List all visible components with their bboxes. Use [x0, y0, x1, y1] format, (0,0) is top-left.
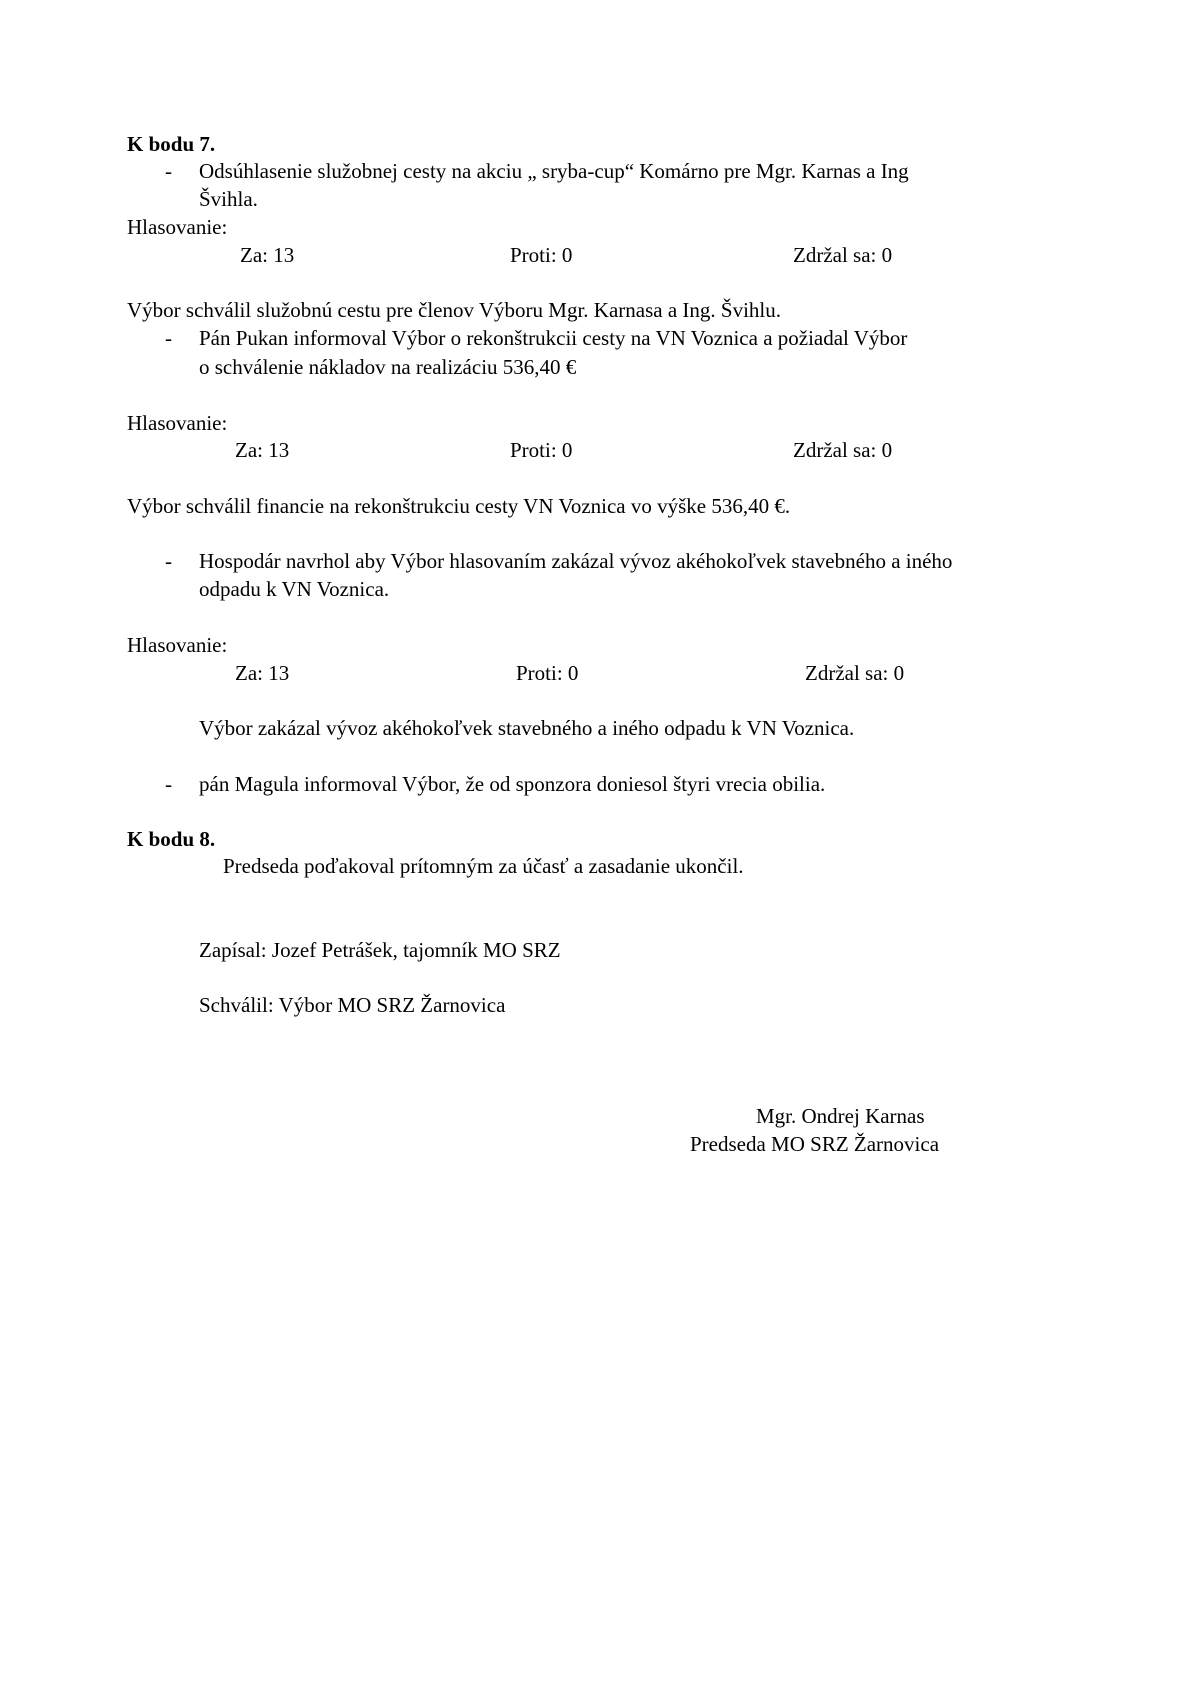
vote-1-zdrzal: Zdržal sa: 0 — [793, 243, 893, 267]
section-8-text: Predseda poďakoval prítomným za účasť a zasadanie ukončil. — [223, 854, 744, 878]
recorded-by: Zapísal: Jozef Petrášek, tajomník MO SRZ — [199, 938, 561, 962]
approved-by: Schválil: Výbor MO SRZ Žarnovica — [199, 993, 506, 1017]
result-3: Výbor zakázal vývoz akéhokoľvek stavebného a iného odpadu k VN Voznica. — [199, 716, 855, 740]
result-1: Výbor schválil služobnú cestu pre členov Výboru Mgr. Karnasa a Ing. Švihlu. — [127, 298, 781, 322]
vote-3-label: Hlasovanie: — [127, 633, 228, 657]
result-2: Výbor schválil financie na rekonštrukciu cesty VN Voznica vo výške 536,40 €. — [127, 494, 791, 518]
bullet-dash: - — [165, 772, 172, 796]
signature-title: Predseda MO SRZ Žarnovica — [690, 1132, 940, 1156]
signature-name: Mgr. Ondrej Karnas — [756, 1104, 925, 1128]
vote-1-label: Hlasovanie: — [127, 215, 228, 239]
vote-3-zdrzal: Zdržal sa: 0 — [805, 661, 905, 685]
bullet-dash: - — [165, 326, 172, 350]
vote-2-za: Za: 13 — [235, 438, 290, 462]
item-1-line-2: Švihla. — [199, 187, 258, 211]
bullet-dash: - — [165, 159, 172, 183]
item-3-line-1: Hospodár navrhol aby Výbor hlasovaním zakázal vývoz akéhokoľvek stavebného a iného — [199, 549, 953, 573]
vote-1-proti: Proti: 0 — [510, 243, 573, 267]
item-2-line-2: o schválenie nákladov na realizáciu 536,40 € — [199, 355, 577, 379]
section-8-heading: K bodu 8. — [127, 827, 216, 851]
item-1-line-1: Odsúhlasenie služobnej cesty na akciu „ sryba-cup“ Komárno pre Mgr. Karnas a Ing — [199, 159, 909, 183]
item-3-line-2: odpadu k VN Voznica. — [199, 577, 390, 601]
vote-2-proti: Proti: 0 — [510, 438, 573, 462]
vote-1-za: Za: 13 — [240, 243, 295, 267]
vote-2-label: Hlasovanie: — [127, 411, 228, 435]
vote-3-za: Za: 13 — [235, 661, 290, 685]
item-2-line-1: Pán Pukan informoval Výbor o rekonštrukcii cesty na VN Voznica a požiadal Výbor — [199, 326, 908, 350]
bullet-dash: - — [165, 549, 172, 573]
item-4-line-1: pán Magula informoval Výbor, že od sponzora doniesol štyri vrecia obilia. — [199, 772, 826, 796]
vote-2-zdrzal: Zdržal sa: 0 — [793, 438, 893, 462]
vote-3-proti: Proti: 0 — [516, 661, 579, 685]
section-7-heading: K bodu 7. — [127, 132, 216, 156]
